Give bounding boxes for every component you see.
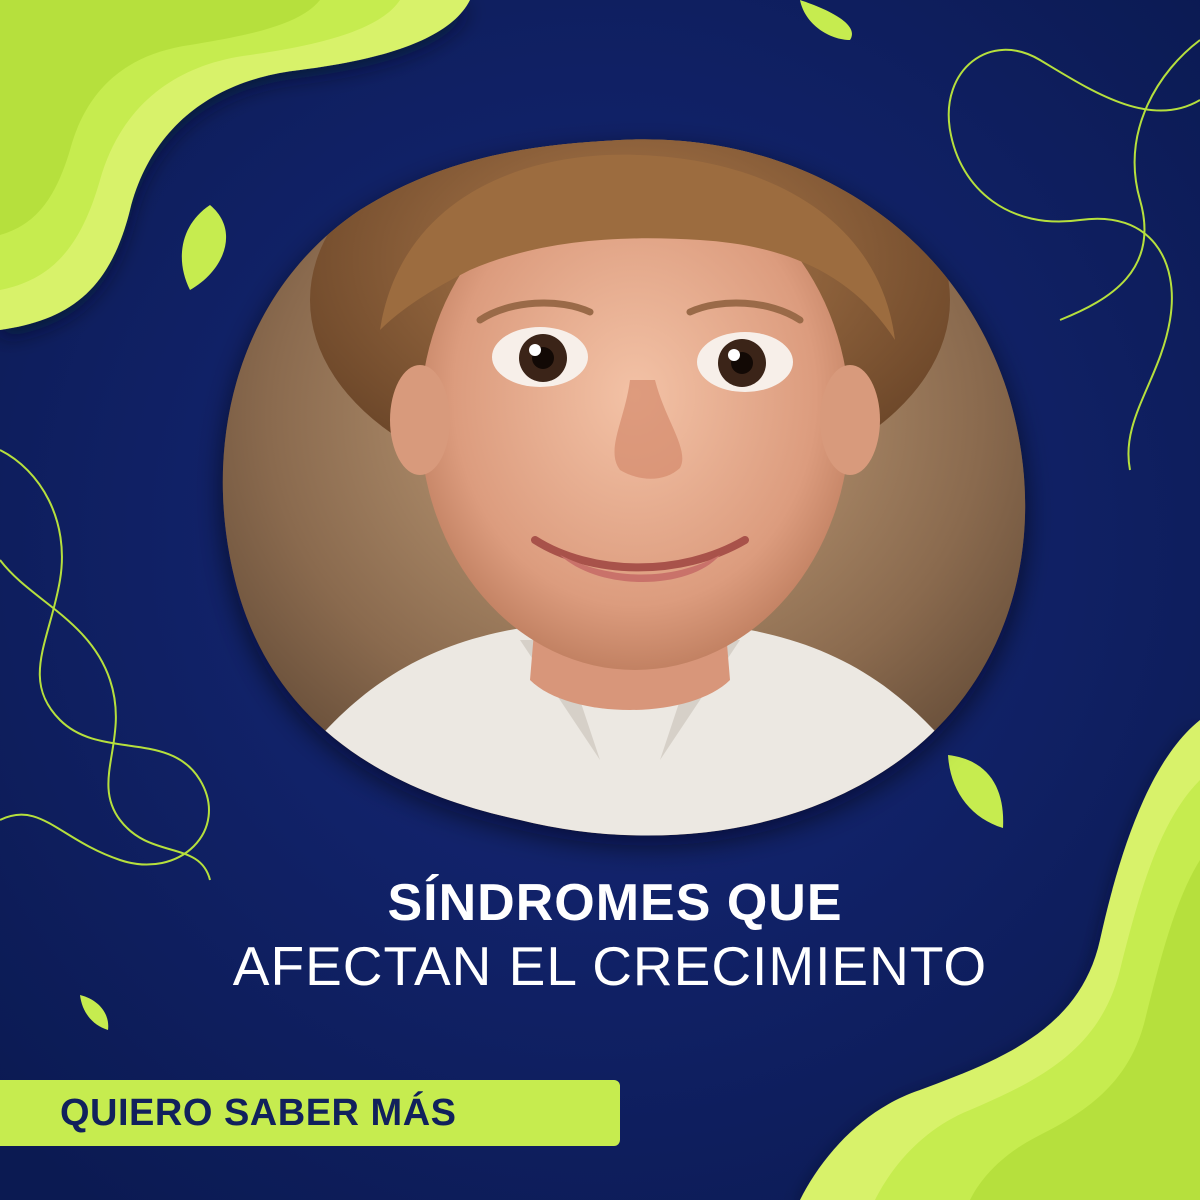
learn-more-button[interactable] xyxy=(0,1080,620,1146)
headline-line-2: AFECTAN EL CRECIMIENTO xyxy=(232,935,988,997)
headline xyxy=(0,872,1200,998)
learn-more-label: QUIERO SABER MÁS xyxy=(60,1092,457,1134)
headline-line-1: SÍNDROMES QUE xyxy=(387,874,843,932)
